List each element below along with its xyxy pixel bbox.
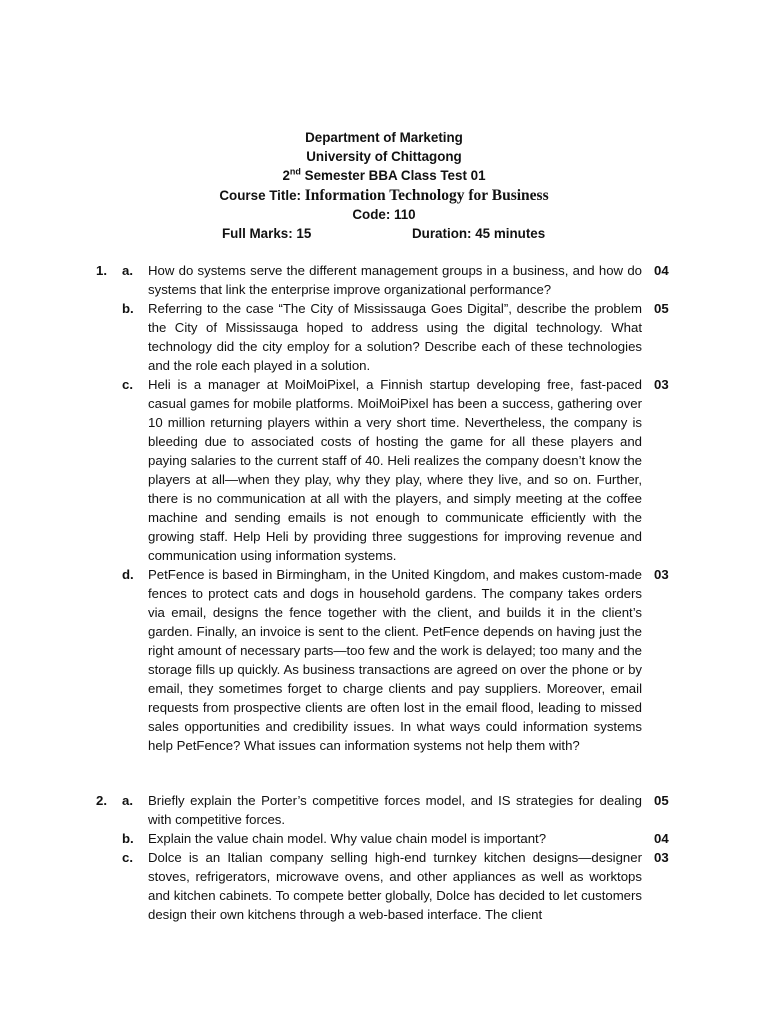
course-code: Code: 110	[352, 206, 416, 222]
part-marks: 04	[654, 263, 669, 278]
part-text: Referring to the case “The City of Mississauga Goes Digital”, describe the problem the City of Mississauga hoped to address using the digital technology. What technology did the city employ for a solution? Describe each of these technologies and the role each played in a solution.	[148, 301, 642, 373]
part-marks: 05	[654, 301, 669, 316]
part-text: Heli is a manager at MoiMoiPixel, a Finnish startup developing free, fast-paced casual games for mobile platforms. MoiMoiPixel has been a success, gathering over 10 million returning players within a very short time. Nevertheless, the company is bleeding due to associated costs of hosting the game for all these players and paying salaries to the current staff of 40. Heli realizes the company doesn’t know the players at all—when they play, why they play, where they live, and so on. Further, there is no communication at all with the players, and simply meeting at the coffee machine and sending emails is not enough to communicate efficiently with the growing staff. Help Heli by providing three suggestions for improving revenue and communication using information systems.	[148, 377, 642, 563]
question-2	[0, 791, 768, 924]
part-text: PetFence is based in Birmingham, in the United Kingdom, and makes custom-made fences to protect cats and dogs in household gardens. The company takes orders via email, designs the fence together with the client, and builds it in the client’s garden. Finally, an invoice is sent to the client. PetFence depends on having just the right amount of necessary parts—too few and the work is delayed; too many and the storage fills up quickly. As business transactions are agreed on over the phone or by email, they sometimes forget to charge clients and pay suppliers. Moreover, email requests from prospective clients are often lost in the email flood, leading to missed sales opportunities and credibility issues. In what ways could information systems help PetFence? What issues can information systems not help them with?	[148, 567, 642, 753]
part-text: Briefly explain the Porter’s competitive forces model, and IS strategies for dealing with competitive forces.	[148, 793, 642, 827]
part-text: How do systems serve the different management groups in a business, and how do systems that link the enterprise improve organizational performance?	[148, 263, 642, 297]
university-name: University of Chittagong	[306, 149, 462, 165]
part-label: a.	[122, 263, 133, 278]
duration: Duration: 45 minutes	[412, 226, 546, 242]
part-label: a.	[122, 793, 133, 808]
part-label: b.	[122, 831, 134, 846]
part-label: b.	[122, 301, 134, 316]
part-marks: 03	[654, 377, 669, 392]
marks-duration-row	[0, 224, 768, 243]
part-marks: 04	[654, 831, 669, 846]
part-label: c.	[122, 850, 133, 865]
part-text: Dolce is an Italian company selling high-end turnkey kitchen designs—designer stoves, refrigerators, microwave ovens, and other appliances as well as worktops and kitchen cabinets. To compete better globally, Dolce has decided to let customers design their own kitchens through a web-based interface. The client	[148, 850, 642, 922]
course-title: Information Technology for Business	[304, 186, 549, 204]
question-part	[0, 565, 768, 755]
course-title-line: Course Title: Information Technology for Business	[219, 186, 549, 204]
question-part	[0, 299, 768, 375]
part-text: Explain the value chain model. Why value chain model is important?	[148, 831, 547, 846]
exam-header	[0, 128, 768, 243]
question-number: 1.	[96, 263, 107, 278]
question-part	[0, 791, 768, 829]
part-marks: 03	[654, 850, 669, 865]
question-part	[0, 261, 768, 299]
part-label: d.	[122, 567, 134, 582]
question-part	[0, 829, 768, 848]
part-marks: 03	[654, 567, 669, 582]
part-label: c.	[122, 377, 133, 392]
department-name: Department of Marketing	[305, 130, 463, 145]
semester-line: 2nd Semester BBA Class Test 01	[282, 166, 486, 184]
question-part	[0, 848, 768, 924]
full-marks: Full Marks: 15	[222, 226, 312, 242]
question-part	[0, 375, 768, 565]
question-1	[0, 261, 768, 755]
part-marks: 05	[654, 793, 669, 808]
question-number: 2.	[96, 793, 107, 808]
